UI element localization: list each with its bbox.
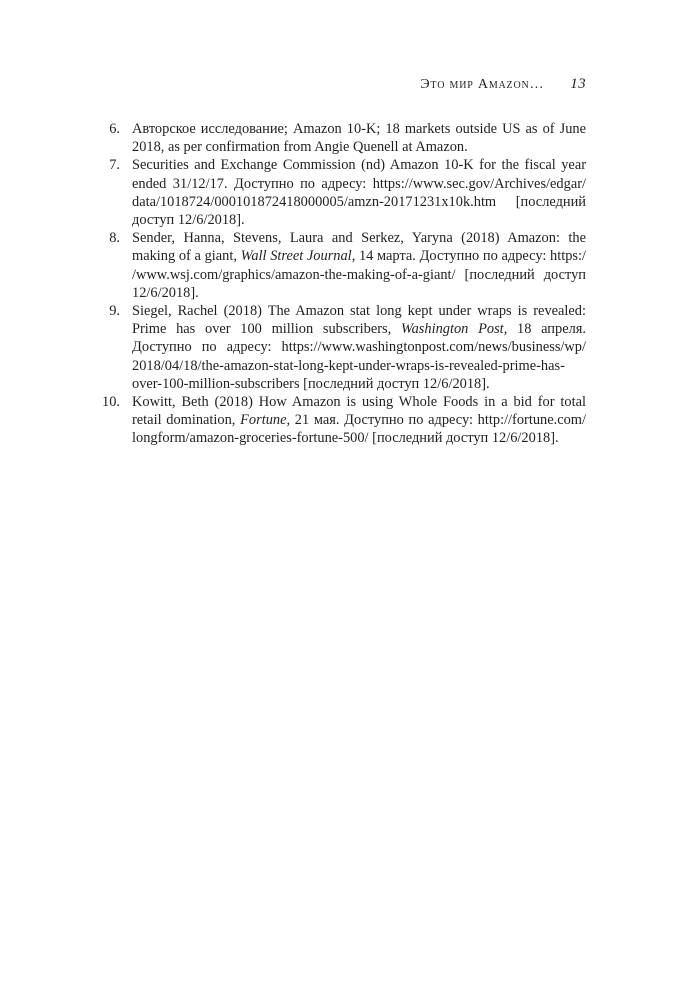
endnote-9: [96, 302, 586, 393]
endnotes-list: [96, 120, 586, 448]
endnote-text-part: Siegel, Rachel (2018) The Amazon stat long kept under wraps is revealed: Prime has over 100 million subscribers,: [132, 303, 586, 338]
endnote-text-part: , 18 апреля. Доступно по адресу: https:/​/​www.washingtonpost.com/​news/​business/​wp/​2018/​04/​18/​the-amazon-stat-long-kept-under-wraps-is-revealed-prime-has-over-100-million-subscribers [последний доступ 12/​6/​2018].: [132, 321, 586, 392]
endnote-text: [132, 302, 586, 393]
endnote-number: 8.: [109, 230, 120, 247]
endnote-number: 10.: [102, 394, 120, 411]
endnote-text-part: Sender, Hanna, Stevens, Laura and Serkez, Yaryna (2018) Amazon: the making of a giant,: [132, 230, 586, 265]
endnote-text-part: , 21 мая. Доступно по адресу: http:/​/​fortune.com/​longform/​amazon-groceries-fortune-500/​ [последний доступ 12/​6/​2018].: [132, 412, 586, 447]
endnote-number: 9.: [109, 303, 120, 320]
endnote-7: [96, 156, 586, 229]
endnote-text-part: , 14 марта. Доступно по адресу: https:/​/​www.wsj.com/​graphics/​amazon-the-making-of-a-giant/​ [последний доступ 12/​6/​2018].: [132, 248, 587, 301]
journal-title: Fortune: [240, 412, 287, 429]
endnote-text: [132, 156, 586, 229]
endnote-text-part: Kowitt, Beth (2018) How Amazon is using Whole Foods in a bid for total retail domination,: [132, 394, 586, 429]
running-title: Это мир Amazon…: [420, 77, 545, 92]
endnote-number: 7.: [109, 157, 120, 174]
endnote-text: [132, 120, 586, 156]
running-head: [420, 76, 586, 93]
journal-title: Wall Street Journal: [240, 248, 352, 265]
endnote-10: [96, 393, 586, 448]
endnote-6: [96, 120, 586, 156]
endnote-8: [96, 229, 586, 302]
page-number: 13: [570, 76, 586, 92]
endnote-text: [132, 393, 586, 448]
endnote-text: [132, 229, 586, 302]
endnote-text-part: Securities and Exchange Commission (nd) Amazon 10-K for the fiscal year ended 31/​12/​17. Доступно по адресу: https:/​/​www.sec.gov/​Archives/​edgar/​data/​1018724/​000101872418000005/​amzn-20171231x10k.htm [последний доступ 12/​6/​2018].: [132, 157, 586, 229]
endnote-text-part: Авторское исследование; Amazon 10-K; 18 markets outside US as of June 2018, as per confirmation from Angie Quenell at Amazon.: [132, 121, 586, 156]
journal-title: Washington Post: [400, 321, 504, 338]
endnote-number: 6.: [109, 121, 120, 137]
